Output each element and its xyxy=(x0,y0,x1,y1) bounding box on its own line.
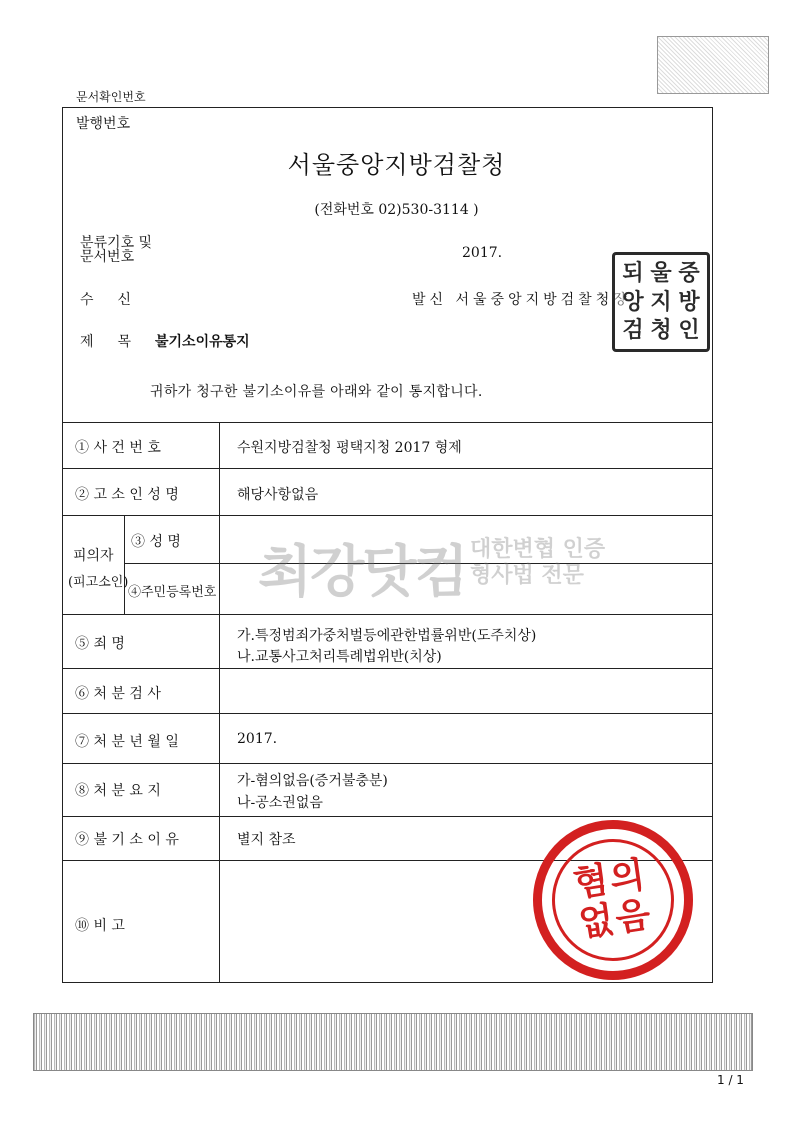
watermark-tagline-line-2: 형사법 전문 xyxy=(470,563,584,588)
page-number: 1 / 1 xyxy=(717,1073,744,1087)
suspect-name-label: ③ 성 명 xyxy=(131,534,181,550)
reason-value: 별지 참조 xyxy=(237,832,296,848)
row-divider xyxy=(62,668,713,669)
seal-char: 지 xyxy=(650,288,672,315)
subject-label: 제목 xyxy=(80,334,156,350)
row-divider xyxy=(62,713,713,714)
office-phone: (전화번호 02)530-3114 ) xyxy=(314,202,479,218)
row-divider xyxy=(62,816,713,817)
disposition-gist-label: ⑧ 처 분 요 지 xyxy=(75,783,161,799)
row-divider xyxy=(62,515,713,516)
seal-char: 되 xyxy=(622,260,644,286)
prosecutor-label: ⑥ 처 분 검 사 xyxy=(75,686,161,702)
seal-char: 검 xyxy=(622,317,644,344)
notice-text: 귀하가 청구한 불기소이유를 아래와 같이 통지합니다. xyxy=(150,384,483,400)
charge-value-1: 가.특정범죄가중처벌등에관한법률위반(도주치상) xyxy=(237,628,537,644)
disposition-gist-value-2: 나-공소권없음 xyxy=(237,795,323,811)
suspect-group-divider xyxy=(124,515,125,614)
remarks-label: ⑩ 비 고 xyxy=(75,918,125,934)
suspect-group-label: 피의자 xyxy=(73,548,114,564)
sender-line: 발신 서울중앙지방검찰청장 xyxy=(412,292,631,308)
disposition-date-label: ⑦ 처 분 년 월 일 xyxy=(75,734,179,750)
seal-char: 청 xyxy=(650,317,672,344)
classification-label-line-1: 분류기호 및 xyxy=(80,235,153,251)
watermark-tagline xyxy=(470,537,605,589)
complainant-label: ② 고 소 인 성 명 xyxy=(75,487,179,503)
classification-label xyxy=(80,236,152,264)
scan-noise-strip xyxy=(33,1013,753,1071)
doc-confirm-number-label: 문서확인번호 xyxy=(76,90,146,104)
no-charge-stamp-inner xyxy=(544,831,682,969)
stamp-line-2: 없음 xyxy=(576,893,655,945)
disposition-gist-value-1: 가-혐의없음(증거불충분) xyxy=(237,773,388,789)
row-divider xyxy=(62,614,713,615)
document-date: 2017. xyxy=(462,245,503,261)
suspect-rrn-label: ④주민등록번호 xyxy=(128,585,217,600)
table-top-border xyxy=(62,422,713,423)
row-divider xyxy=(62,468,713,469)
seal-char: 방 xyxy=(678,288,700,315)
seal-char: 중 xyxy=(678,260,700,286)
issue-number-label: 발행번호 xyxy=(76,116,131,132)
seal-char: 인 xyxy=(678,317,700,344)
recipient-label: 수신 xyxy=(80,292,156,308)
official-seal xyxy=(612,252,710,352)
complainant-value: 해당사항없음 xyxy=(237,487,319,503)
classification-label-line-2: 문서번호 xyxy=(80,249,135,265)
charge-label: ⑤ 죄 명 xyxy=(75,636,125,652)
seal-char: 앙 xyxy=(622,288,644,315)
disposition-date-value: 2017. xyxy=(237,731,278,747)
reason-label: ⑨ 불 기 소 이 유 xyxy=(75,832,179,848)
case-number-label: ① 사 건 번 호 xyxy=(75,440,161,456)
case-number-value: 수원지방검찰청 평택지청 2017 형제 xyxy=(237,440,462,456)
watermark-tagline-line-1: 대한변협 인증 xyxy=(470,537,606,562)
office-title: 서울중앙지방검찰청 xyxy=(287,151,506,179)
suspect-group-sublabel: (피고소인) xyxy=(68,575,129,590)
row-divider xyxy=(62,763,713,764)
watermark-brand: 최강닷컴 xyxy=(258,540,467,605)
stamp-line-1: 혐의 xyxy=(570,854,650,906)
label-column-divider xyxy=(219,422,220,983)
subject-value: 불기소이유통지 xyxy=(155,334,250,350)
seal-char: 울 xyxy=(650,260,672,286)
charge-value-2: 나.교통사고처리특례법위반(치상) xyxy=(237,649,442,665)
scan-barcode-corner xyxy=(657,36,769,94)
